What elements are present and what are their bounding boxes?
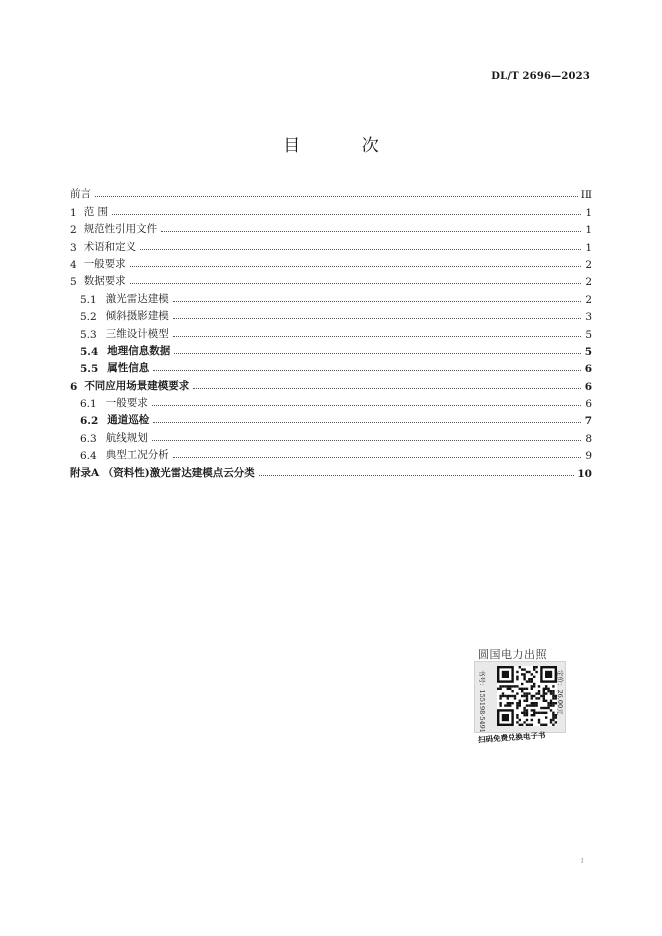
toc-leader-dots xyxy=(259,474,575,476)
toc-entry-number: 5 xyxy=(70,276,77,289)
toc-entry-number: 6 xyxy=(70,380,78,393)
toc-entry-label: 前言 xyxy=(70,188,91,201)
toc-entry-label: 附录A （资料性)激光雷达建模点云分类 xyxy=(70,466,255,479)
toc-entry-page: 6 xyxy=(585,398,592,411)
toc-entry-label: 三维设计模型 xyxy=(105,327,169,340)
toc-entry-page: 2 xyxy=(585,276,592,289)
toc-entry-label: 不同应用场景建模要求 xyxy=(84,379,190,392)
toc-leader-dots xyxy=(174,352,581,354)
toc-leader-dots xyxy=(130,265,581,267)
toc-entry[interactable] xyxy=(70,341,592,358)
toc-entry-number: 1 xyxy=(70,206,77,219)
toc-entry-page: 2 xyxy=(585,293,592,306)
toc-entry-label: 激光雷达建模 xyxy=(105,292,169,305)
toc-entry[interactable] xyxy=(70,236,592,253)
toc-leader-dots xyxy=(161,230,581,232)
toc-entry[interactable] xyxy=(70,393,592,410)
document-code: DL/T 2696—2023 xyxy=(491,71,590,82)
toc-entry[interactable] xyxy=(70,375,592,392)
toc-entry[interactable] xyxy=(70,358,592,375)
toc-entry-number: 6.3 xyxy=(80,432,97,445)
stamp-footer: 扫码免费兑换电子书 xyxy=(477,730,546,745)
toc-leader-dots xyxy=(140,248,581,250)
toc-entry[interactable] xyxy=(70,445,592,462)
price-side-text: 定价：26.00元 xyxy=(556,670,564,715)
toc-entry-number: 3 xyxy=(70,241,77,254)
toc-entry-page: 1 xyxy=(585,224,592,237)
toc-entry-label: 数据要求 xyxy=(83,275,126,288)
toc-entry-number: 6.2 xyxy=(80,415,99,428)
toc-entry-label: 典型工况分析 xyxy=(105,449,169,462)
toc-entry-label: 通道巡检 xyxy=(107,414,150,427)
toc-entry-number: 4 xyxy=(70,258,77,271)
toc-entry-label: 属性信息 xyxy=(107,362,150,375)
toc-leader-dots xyxy=(173,456,581,458)
page-footer-mark: I xyxy=(581,858,584,865)
toc-entry[interactable] xyxy=(70,254,592,271)
toc-entry[interactable] xyxy=(70,427,592,444)
toc-entry[interactable] xyxy=(70,219,592,236)
qr-code-icon[interactable] xyxy=(497,666,557,726)
isbn-side-text: 书号：155198·5491 xyxy=(478,670,486,733)
stamp-heading: 圆国电力出照 xyxy=(478,648,547,661)
table-of-contents xyxy=(70,184,592,480)
toc-entry-label: 倾斜摄影建模 xyxy=(105,310,169,323)
toc-entry-label: 一般要求 xyxy=(83,257,126,270)
toc-entry-number: 5.5 xyxy=(80,363,99,376)
toc-leader-dots xyxy=(153,369,581,371)
toc-entry-number: 6.1 xyxy=(80,398,97,411)
toc-entry-number: 5.2 xyxy=(80,311,97,324)
qr-panel xyxy=(474,661,566,733)
toc-entry-page: 3 xyxy=(585,311,592,324)
toc-entry-number: 5.3 xyxy=(80,328,97,341)
toc-entry[interactable] xyxy=(70,288,592,305)
toc-entry-label: 范 围 xyxy=(83,205,109,218)
toc-entry-page: 2 xyxy=(585,258,592,271)
page-title: 目 次 xyxy=(283,136,407,156)
toc-entry[interactable] xyxy=(70,271,592,288)
toc-entry[interactable] xyxy=(70,184,592,201)
toc-entry-page: 6 xyxy=(584,363,592,376)
toc-entry[interactable] xyxy=(70,323,592,340)
toc-entry-page: 7 xyxy=(584,415,592,428)
toc-leader-dots xyxy=(152,439,581,441)
toc-entry-number: 6.4 xyxy=(80,450,97,463)
toc-entry-page: 6 xyxy=(584,380,592,393)
toc-entry-number: 5.4 xyxy=(80,345,99,358)
toc-leader-dots xyxy=(152,404,581,406)
toc-entry-page: 8 xyxy=(585,432,592,445)
toc-entry[interactable] xyxy=(70,306,592,323)
toc-entry-label: 一般要求 xyxy=(105,397,148,410)
toc-entry-page: 5 xyxy=(585,328,592,341)
toc-entry-number: 5.1 xyxy=(80,293,97,306)
toc-entry-page: 9 xyxy=(585,450,592,463)
toc-entry[interactable] xyxy=(70,410,592,427)
toc-entry-label: 航线规划 xyxy=(105,431,148,444)
toc-leader-dots xyxy=(173,300,581,302)
toc-entry-label: 地理信息数据 xyxy=(107,344,171,357)
toc-leader-dots xyxy=(130,282,581,284)
publisher-stamp xyxy=(474,646,568,745)
toc-leader-dots xyxy=(193,387,581,389)
toc-entry-page: 1 xyxy=(585,206,592,219)
toc-entry-page: 10 xyxy=(577,467,592,480)
toc-entry-page: 5 xyxy=(584,345,592,358)
toc-entry-page: ⅠⅡ xyxy=(580,189,592,202)
toc-entry[interactable] xyxy=(70,201,592,218)
toc-leader-dots xyxy=(173,335,581,337)
toc-leader-dots xyxy=(153,421,581,423)
toc-leader-dots xyxy=(112,213,581,215)
toc-leader-dots xyxy=(173,317,581,319)
toc-entry-number: 2 xyxy=(70,224,77,237)
toc-entry[interactable] xyxy=(70,462,592,479)
toc-entry-page: 1 xyxy=(585,241,592,254)
toc-entry-label: 规范性引用文件 xyxy=(83,223,158,236)
toc-entry-label: 术语和定义 xyxy=(83,240,137,253)
toc-leader-dots xyxy=(95,195,578,197)
